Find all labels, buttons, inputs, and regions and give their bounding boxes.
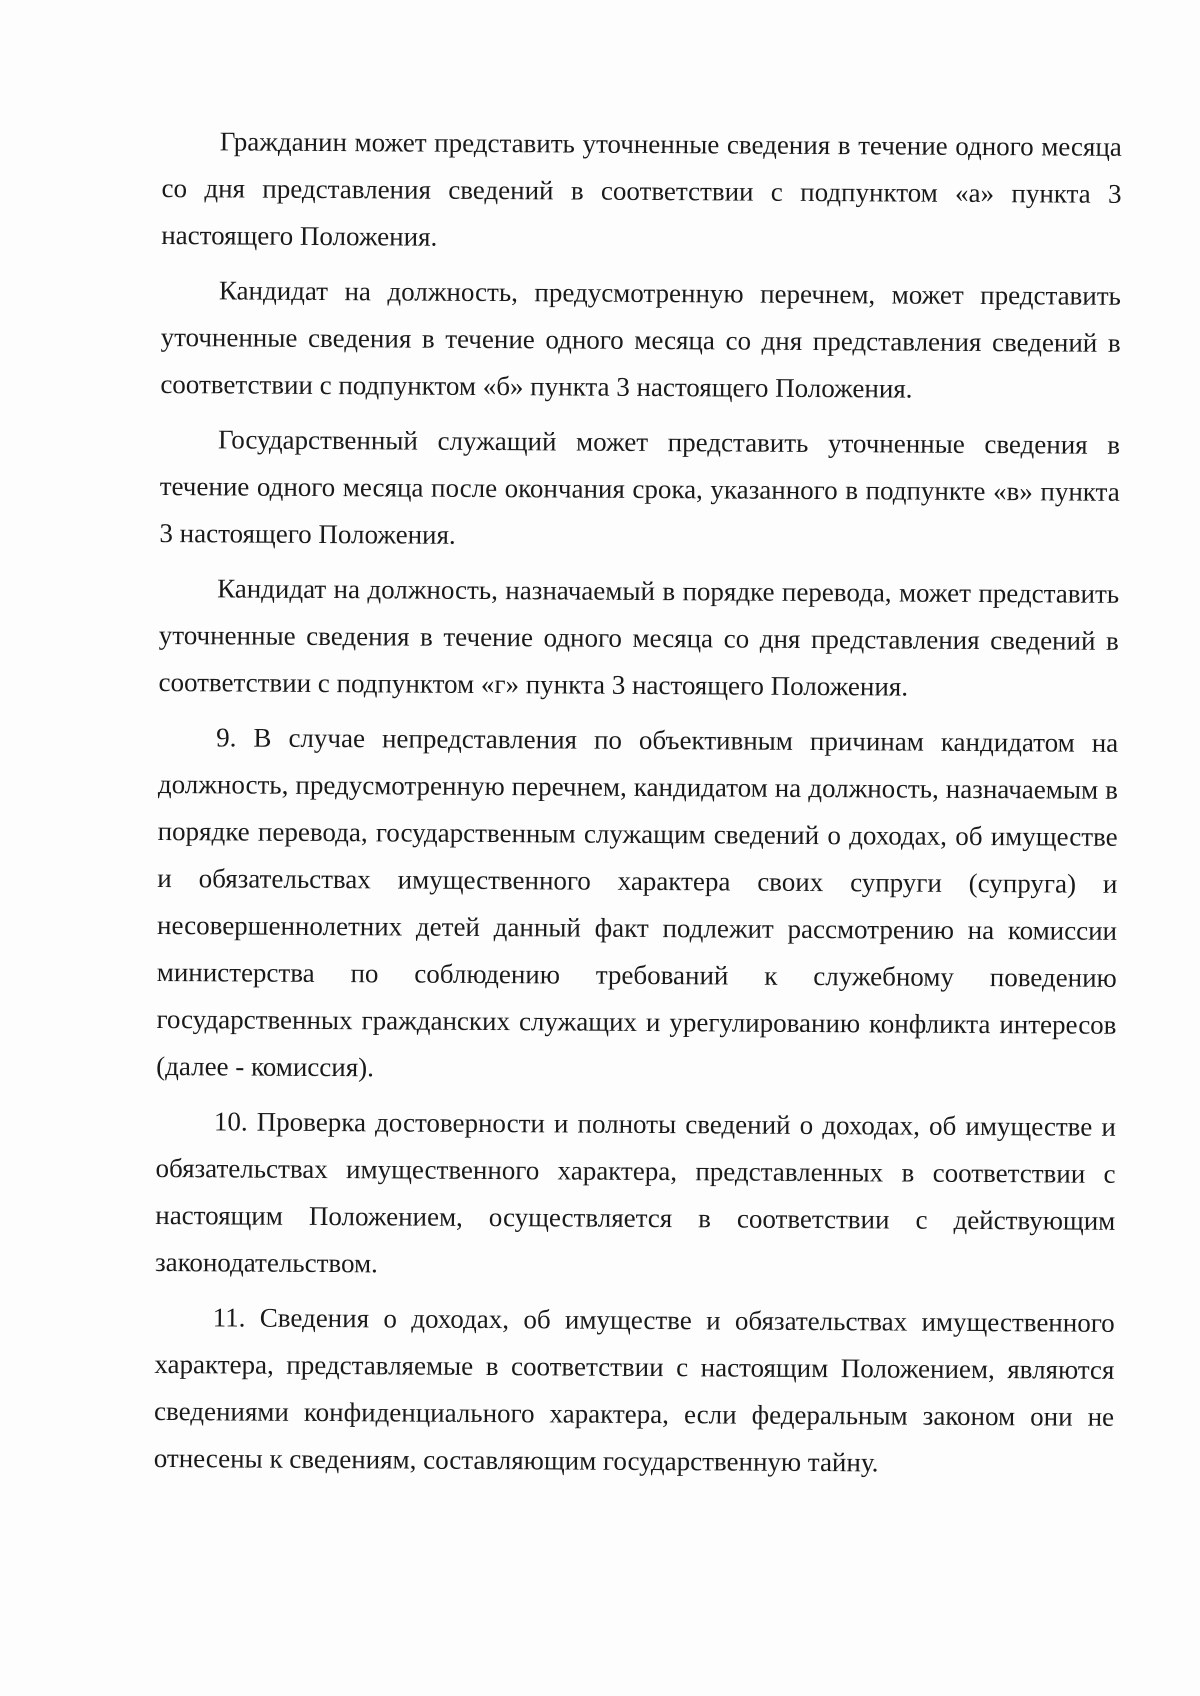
paragraph-item-9: 9. В случае непредставления по объективным причинам кандидатом на должность, предусмотренную перечнем, кандидатом на должность, назначаемым в порядке перевода, государственным служащим сведений о доходах, об имуществе и обязательствах имущественного характера своих супруги (супруга) и несовершеннолетних детей данный факт подлежит рассмотрению на комиссии министерства по соблюдению требований к служебному поведению государственных гражданских служащих и урегулированию конфликта интересов (далее - комиссия). [156, 722, 1119, 1083]
paragraph-candidate-list-clarification: Кандидат на должность, предусмотренную перечнем, может представить уточненные сведения в течение одного месяца со дня представления сведений в соответствии с подпунктом «б» пункта 3 настоящего Положения. [160, 275, 1122, 404]
paragraph-item-10: 10. Проверка достоверности и полноты сведений о доходах, об имуществе и обязательствах имущественного характера, представленных в соответствии с настоящим Положением, осуществляется в соответствии с действующим законодательством. [154, 1106, 1116, 1279]
paragraph-civil-servant-clarification: Государственный служащий может представить уточненные сведения в течение одного месяца после окончания срока, указанного в подпункте «в» пункта 3 настоящего Положения. [159, 424, 1121, 550]
paragraph-citizen-clarification: Гражданин может представить уточненные сведения в течение одного месяца со дня представления сведений в соответствии с подпунктом «а» пункта 3 настоящего Положения. [161, 126, 1122, 252]
paragraph-transfer-candidate-clarification: Кандидат на должность, назначаемый в порядке перевода, может представить уточненные сведения в течение одного месяца со дня представления сведений в соответствии с подпунктом «г» пункта 3 настоящего Положения. [158, 573, 1120, 702]
paragraph-item-11: 11. Сведения о доходах, об имуществе и обязательствах имущественного характера, представляемые в соответствии с настоящим Положением, являются сведениями конфиденциального характера, если федеральным законом они не отнесены к сведениям, составляющим государственную тайну. [153, 1302, 1115, 1478]
document-body [154, 118, 1122, 1496]
